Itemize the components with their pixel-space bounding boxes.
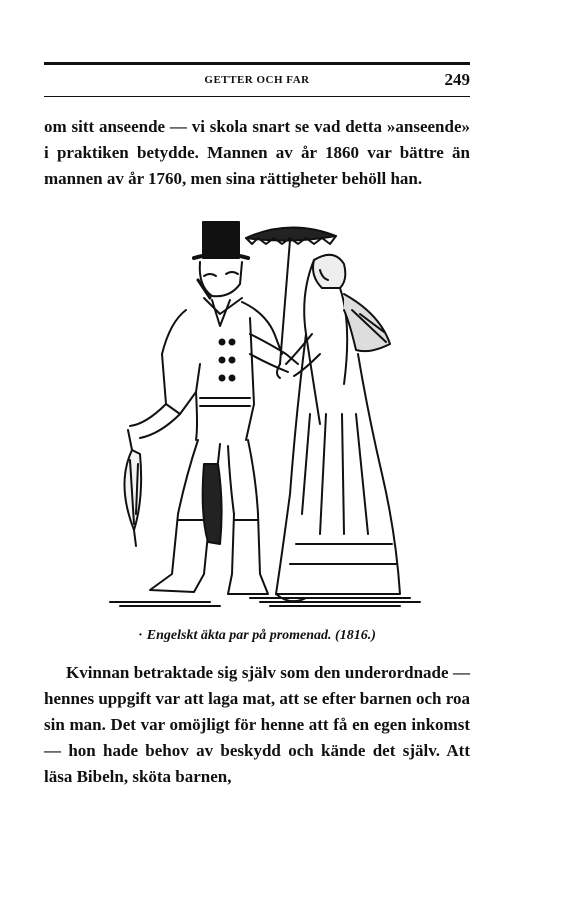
ground-shading (110, 598, 420, 606)
header-bottom-rule (44, 96, 470, 97)
illustration-couple-walking (100, 214, 430, 614)
body-paragraph-1: om sitt anseende — vi skola snart se vad detta »anseende» i praktiken betydde. Mannen av år 1860 var bättre än mannen av år 1760, men sina rättigheter behöll han. (44, 117, 470, 188)
woman-figure (246, 227, 400, 601)
body-paragraph-2: Kvinnan betraktade sig själv som den underordnade — hennes uppgift var att laga mat, att se efter barnen och roa sin man. Det var omöjligt för henne att få en egen inkomst — hon hade behov av beskydd och kände det själv. Att läsa Bibeln, sköta barnen, (44, 663, 470, 786)
running-head: GETTER OCH FAR (204, 74, 310, 86)
caption-marker: · (138, 628, 143, 643)
page-number: 249 (444, 70, 470, 89)
man-figure (124, 222, 298, 594)
caption-text: Engelskt äkta par på promenad. (1816.) (146, 628, 376, 643)
header-top-rule (44, 62, 470, 65)
page-header (44, 70, 470, 92)
illustration-caption (44, 628, 470, 644)
